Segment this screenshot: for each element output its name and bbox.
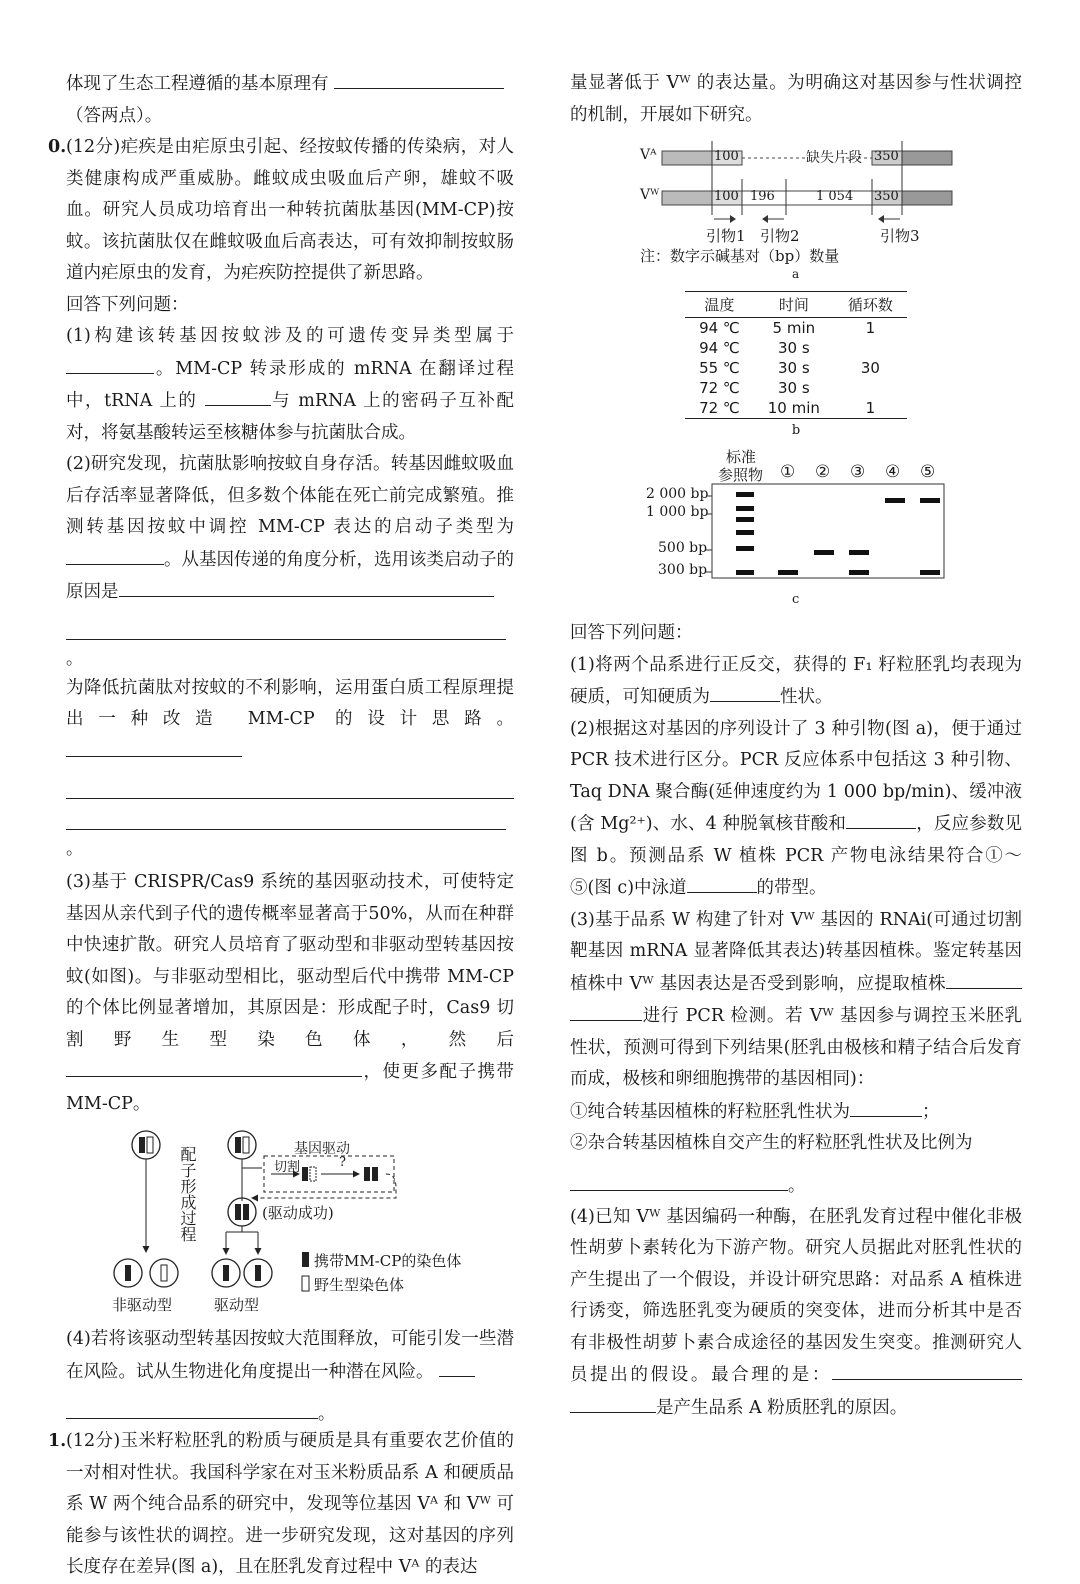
segment-100-a: 100	[714, 149, 739, 164]
answer-blank[interactable]	[439, 1356, 475, 1377]
right-column: 量显著低于 Vᵂ 的表达量。为明确这对基因参与性状调控的机制，开展如下研究。 Vᴬ Vᵂ 100 缺失片段 350 100 196 1 054 350 引物1 引物2 引物3 注：数字示碱基对（bp）数量 a 温度 时间 循环数 94 ℃ 5 min 1 94 ℃ 30 s 55 ℃ 30 s 30 72 ℃ 30 s 72 ℃ 10 min 1 b 标准 参照物 ① ② ③ ④ ⑤ 2 000 bp 1 000 bp 500 bp 300 bp c 回答下列问题： (1)将两个品系进行正反交，获得的 F₁ 籽粒胚乳均表现为硬质，可知硬质为 性状。 (2)根据这对基因的序列设计了 3 种引物(图 a)，便于通过 PCR 技术进行区分。PCR 反应体系中包括这 3 种引物、Taq DNA 聚合酶(延伸速度约为 1 000 bp/min)、缓冲液(含 Mg²⁺)、水、4 种脱氧核苷酸和 ，反应参数见图 b。预测品系 W 植株 PCR 产物电泳结果符合①～⑤(图 c)中泳道 的带型。 (3)基于品系 W 构建了针对 Vᵂ 基因的 RNAi(可通过切割靶基因 mRNA 显著降低其表达)转基因植株。鉴定转基因植株中 Vᵂ 基因表达是否受到影响，应提取植株进行 PCR 检测。若 Vᵂ 基因参与调控玉米胚乳性状，预测可得到下列结果(胚乳由极核和精子结合后发育而成，极核和卵细胞携带的基因相同)： ①纯合转基因植株的籽粒胚乳性状为 ； ②杂合转基因植株自交产生的籽粒胚乳性状及比例为 。 (4)已知 Vᵂ 基因编码一种酶，在胚乳发育过程中催化非极性胡萝卜素转化为下游产物。研究人员据此对胚乳性状的产生提出了一个假设，并设计研究思路：对品系 A 植株进行诱变，筛选胚乳变为硬质的突变体，进而分析其中是否有非极性胡萝卜素合成途径的基因发生突变。推测研究人员提出的假设。最合理的是：是产生品系 A 粉质胚乳的原因。	[570, 68, 1022, 1424]
non-drive-gamete-1	[114, 1259, 142, 1287]
header-time: 时间	[754, 292, 834, 318]
band-lane-1	[778, 570, 798, 575]
answer-blank[interactable]	[687, 872, 757, 893]
question-4: (4)若将该驱动型转基因按蚊大范围释放，可能引发一些潜在风险。试从生物进化角度提出一种潜在风险。	[66, 1329, 514, 1382]
answer-blank[interactable]	[66, 544, 164, 565]
drive-label: 驱动型	[214, 1296, 260, 1314]
band-lane-2	[814, 550, 834, 555]
question-mark: ?	[339, 1155, 346, 1170]
text-line: 为降低抗菌肽对按蚊的不利影响，运用蛋白质工程原理提出一种改造 MM-CP 的设计思路。	[66, 673, 514, 769]
gene-drive-diagram	[66, 1128, 514, 1318]
band-lane-3	[849, 570, 869, 575]
band-standard	[736, 570, 754, 575]
va-label: Vᴬ	[640, 147, 657, 163]
lane-1-label: ①	[780, 462, 796, 482]
band-standard	[736, 546, 754, 551]
missing-segment-label: 缺失片段	[806, 150, 862, 166]
question-20: 0. (12分)疟疾是由疟原虫引起、经按蚊传播的传染病，对人类健康构成严重威胁。雌蚊成虫吸血后产卵，雄蚊不吸血。研究人员成功培育出一种转抗菌肽基因(MM-CP)按蚊。该抗菌肽仅在雌蚊吸血后高表达，可有效抑制按蚊肠道内疟原虫的发育，为疟疾防控提供了新思路。	[66, 132, 514, 290]
band-lane-4	[885, 498, 905, 503]
segment-350-w: 350	[874, 189, 899, 204]
legend-mm-swatch	[302, 1252, 309, 1267]
table-row: 72 ℃ 30 s	[699, 379, 810, 397]
primer1-label: 引物1	[706, 227, 746, 245]
question-3: (3)基于 CRISPR/Cas9 系统的基因驱动技术，可使特定基因从亲代到子代的遗传概率显著高于50%，从而在种群中快速扩散。研究人员培育了驱动型和非驱动型转基因按蚊(如图)。与非驱动型相比，驱动型后代中携带 MM-CP 的个体比例显著增加，其原因是：形成配子时，Cas9 切割野生型染色体，然后 ，使更多配子携带 MM-CP。	[66, 872, 514, 1114]
table-row: 94 ℃ 5 min 1	[699, 319, 876, 337]
tick-1000: 1 000 bp	[646, 504, 709, 520]
question-2: (2)研究发现，抗菌肽影响按蚊自身存活。转基因雌蚊吸血后存活率显著降低，但多数个体能在死亡前完成繁殖。推测转基因按蚊中调控 MM-CP 表达的启动子类型为 。从基因传递的角度分析，选用该类启动子的原因是	[66, 454, 514, 602]
figure-a-caption: a	[792, 267, 800, 281]
lane-3-label: ③	[850, 462, 866, 482]
table-row: 72 ℃ 10 min 1	[685, 398, 907, 419]
question-1: (1)构建该转基因按蚊涉及的可遗传变异类型属于 。MM-CP 转录形成的 mRNA 在翻译过程中，tRNA 上的 与 mRNA 上的密码子互补配对，将氨基酸转运至核糖体参与抗菌肽合成。	[66, 326, 514, 443]
figure-b-caption: b	[791, 423, 801, 438]
drive-gamete-2	[244, 1259, 272, 1287]
answer-blank[interactable]	[119, 576, 494, 597]
legend-wt-label: 野生型染色体	[314, 1276, 405, 1294]
figure-a	[570, 139, 1022, 281]
figure-b	[570, 291, 1022, 438]
gene-drive-label: 基因驱动	[294, 1141, 350, 1157]
answer-blank[interactable]	[570, 1000, 642, 1021]
answer-line[interactable]	[66, 799, 506, 830]
segment-1054-w: 1 054	[816, 189, 854, 204]
question-21: 1. (12分)玉米籽粒胚乳的粉质与硬质是具有重要农艺价值的一对相对性状。我国科学家在对玉米粉质品系 A 和硬质品系 W 两个纯合品系的研究中，发现等位基因 Vᴬ 和 Vᵂ 可能参与该性状的调控。进一步研究发现，这对基因的序列长度存在差异(图 a)，且在胚乳发育过程中 Vᴬ 的表达	[66, 1426, 514, 1584]
answer-blank[interactable]	[570, 1392, 656, 1413]
text-line: （答两点）。	[66, 105, 163, 126]
lane-5-label: ⑤	[920, 462, 936, 482]
answer-blank[interactable]	[205, 385, 271, 406]
lane-2-label: ②	[815, 462, 831, 482]
band-standard	[736, 517, 754, 522]
question-4: (4)已知 Vᵂ 基因编码一种酶，在胚乳发育过程中催化非极性胡萝卜素转化为下游产物。研究人员据此对胚乳性状的产生提出了一个假设，并设计研究思路：对品系 A 植株进行诱变，筛选胚乳变为硬质的突变体，进而分析其中是否有非极性胡萝卜素合成途径的基因发生突变。推测研究人员提出的假设。最合理的是：是产生品系 A 粉质胚乳的原因。	[570, 1206, 1022, 1418]
drive-success-cell	[228, 1198, 256, 1226]
cut-label: 切割	[274, 1160, 301, 1175]
question-2: (2)根据这对基因的序列设计了 3 种引物(图 a)，便于通过 PCR 技术进行区分。PCR 反应体系中包括这 3 种引物、Taq DNA 聚合酶(延伸速度约为 1 000 bp/min)、缓冲液(含 Mg²⁺)、水、4 种脱氧核苷酸和 ，反应参数见图 b。预测品系 W 植株 PCR 产物电泳结果符合①～⑤(图 c)中泳道 的带型。	[570, 718, 1022, 898]
non-drive-gamete-2	[150, 1259, 178, 1287]
primer3-label: 引物3	[880, 227, 920, 245]
answer-blank[interactable]	[946, 968, 1022, 989]
left-column: 体现了生态工程遵循的基本原理有 （答两点）。 0. (12分)疟疾是由疟原虫引起、经按蚊传播的传染病，对人类健康构成严重威胁。雌蚊成虫吸血后产卵，雄蚊不吸血。研究人员成功培育出一种转抗菌肽基因(MM-CP)按蚊。该抗菌肽仅在雌蚊吸血后高表达，可有效抑制按蚊肠道内疟原虫的发育，为疟疾防控提供了新思路。 回答下列问题： (1)构建该转基因按蚊涉及的可遗传变异类型属于 。MM-CP 转录形成的 mRNA 在翻译过程中，tRNA 上的 与 mRNA 上的密码子互补配对，将氨基酸转运至核糖体参与抗菌肽合成。 (2)研究发现，抗菌肽影响按蚊自身存活。转基因雌蚊吸血后存活率显著降低，但多数个体能在死亡前完成繁殖。推测转基因按蚊中调控 MM-CP 表达的启动子类型为 。从基因传递的角度分析，选用该类启动子的原因是 。 为降低抗菌肽对按蚊的不利影响，运用蛋白质工程原理提出一种改造 MM-CP 的设计思路。 。 (3)基于 CRISPR/Cas9 系统的基因驱动技术，可使特定基因从亲代到子代的遗传概率显著高于50%，从而在种群中快速扩散。研究人员培育了驱动型和非驱动型转基因按蚊(如图)。与非驱动型相比，驱动型后代中携带 MM-CP 的个体比例显著增加，其原因是：形成配子时，Cas9 切割野生型染色体，然后 ，使更多配子携带 MM-CP。 配子形成过程 基因驱动 切割 ? (驱动成功) 非驱动型 驱动型 携带MM-CP的染色体 野生型染色体 (4)若将该驱动型转基因按蚊大范围释放，可能引发一些潜在风险。试从生物进化角度提出一种潜在风险。 。 1. (12分)玉米籽粒胚乳的粉质与硬质是具有重要农艺价值的一对相对性状。我国科学家在对玉米粉质品系 A 和硬质品系 W 两个纯合品系的研究中，发现等位基因 Vᴬ 和 Vᵂ 可能参与该性状的调控。进一步研究发现，这对基因的序列长度存在差异(图 a)，且在胚乳发育过程中 Vᴬ 的表达	[66, 68, 514, 1584]
answer-line[interactable]	[66, 609, 506, 640]
band-lane-5	[920, 498, 940, 503]
answer-blank[interactable]	[846, 808, 916, 829]
text-line: 体现了生态工程遵循的基本原理有	[66, 68, 514, 101]
gel-svg	[570, 446, 1022, 614]
question-number: 1.	[48, 1431, 67, 1451]
answer-blank[interactable]	[710, 681, 780, 702]
answer-line[interactable]	[66, 768, 514, 799]
segment-196-w: 196	[750, 189, 775, 204]
answer-blank[interactable]	[66, 736, 242, 757]
question-3-item-2: ②杂合转基因植株自交产生的籽粒胚乳性状及比例为	[570, 1133, 973, 1153]
table-row: 55 ℃ 30 s 30	[699, 359, 880, 377]
tick-500: 500 bp	[658, 540, 708, 556]
drive-gamete-1	[212, 1259, 240, 1287]
question-number: 0.	[48, 137, 67, 157]
primer2-label: 引物2	[760, 227, 800, 245]
answer-blank[interactable]	[832, 1359, 1022, 1380]
header-cycles: 循环数	[834, 292, 907, 318]
answer-line[interactable]	[66, 1388, 318, 1419]
drive-parent	[228, 1131, 256, 1159]
question-1: (1)将两个品系进行正反交，获得的 F₁ 籽粒胚乳均表现为硬质，可知硬质为 性状。	[570, 654, 1022, 707]
answer-prompt: 回答下列问题：	[66, 294, 189, 315]
figure-c-caption: c	[792, 592, 800, 607]
standard-label: 参照物	[718, 466, 764, 484]
lane-4-label: ④	[885, 462, 901, 482]
standard-label: 标准	[726, 448, 757, 466]
legend-wt-swatch	[302, 1276, 309, 1291]
band-lane-5	[920, 570, 940, 575]
segment-100-w: 100	[714, 189, 739, 204]
answer-blank[interactable]	[850, 1096, 922, 1117]
segment-350-a: 350	[874, 149, 899, 164]
tick-300: 300 bp	[658, 562, 708, 578]
non-drive-parent	[132, 1131, 160, 1159]
question-3-item-1: ①纯合转基因植株的籽粒胚乳性状为 ；	[570, 1096, 1022, 1129]
band-standard	[736, 530, 754, 535]
answer-blank[interactable]	[334, 68, 504, 89]
band-standard	[736, 506, 754, 511]
answer-prompt: 回答下列问题：	[570, 623, 693, 643]
table-row: 94 ℃ 30 s	[699, 339, 810, 357]
drive-success-label: (驱动成功)	[262, 1204, 334, 1222]
text-line: 量显著低于 Vᵂ 的表达量。为明确这对基因参与性状调控的机制，开展如下研究。	[570, 73, 1022, 125]
non-drive-label: 非驱动型	[112, 1296, 173, 1314]
band-standard	[736, 492, 754, 497]
answer-blank[interactable]	[66, 1056, 362, 1077]
vertical-process-label: 配子形成过程	[178, 1146, 197, 1242]
answer-blank[interactable]	[66, 353, 154, 374]
band-lane-3	[849, 550, 869, 555]
vw-label: Vᵂ	[640, 187, 660, 203]
tick-2000: 2 000 bp	[646, 486, 709, 502]
answer-line[interactable]	[570, 1160, 788, 1191]
header-temperature: 温度	[685, 292, 754, 318]
legend-mm-label: 携带MM-CP的染色体	[314, 1252, 462, 1270]
question-3: (3)基于品系 W 构建了针对 Vᵂ 基因的 RNAi(可通过切割靶基因 mRNA 显著降低其表达)转基因植株。鉴定转基因植株中 Vᵂ 基因表达是否受到影响，应提取植株进行 PCR 检测。若 Vᵂ 基因参与调控玉米胚乳性状，预测可得到下列结果(胚乳由极核和精子结合后发育而成，极核和卵细胞携带的基因相同)：	[570, 909, 1022, 1089]
figure-c	[570, 446, 1022, 614]
pcr-parameter-table	[685, 291, 907, 419]
figure-a-note: 注：数字示碱基对（bp）数量	[640, 247, 840, 265]
